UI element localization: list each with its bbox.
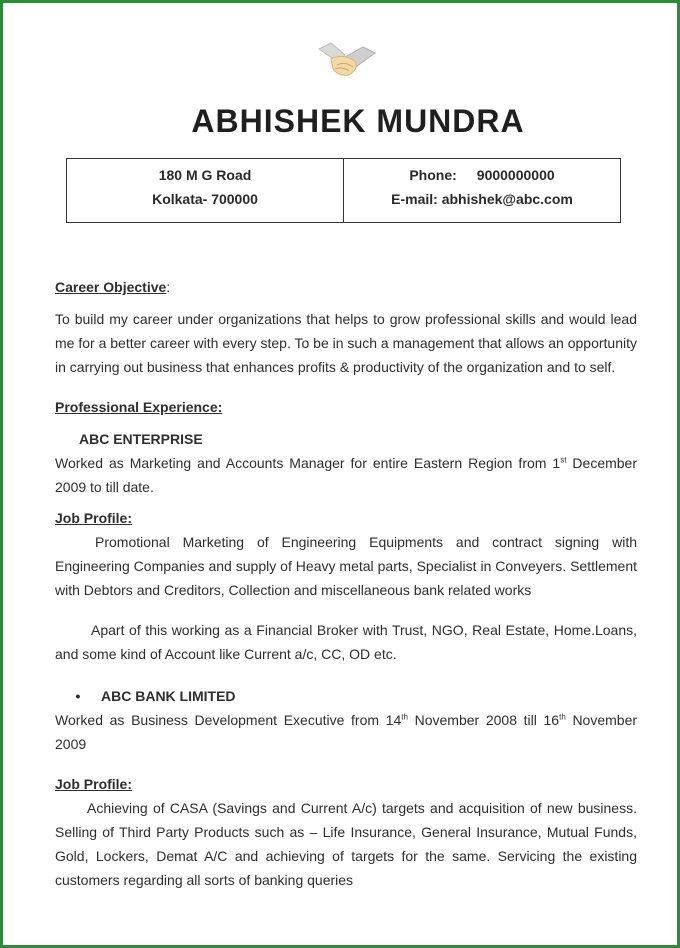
address-line-2: Kolkata- 700000 (152, 191, 258, 207)
job-profile-heading-2: Job Profile: (55, 776, 133, 792)
job-profile-heading-1: Job Profile: (55, 510, 133, 526)
role-text: December 2009 to till date. (55, 455, 637, 495)
job-profile-text-2: Apart of this working as a Financial Broker with Trust, NGO, Real Estate, Home.Loans, and some kind of Account like Current a/c, CC, OD etc. (55, 622, 637, 662)
phone-value: 9000000000 (476, 167, 555, 183)
contact-details-cell (343, 159, 620, 222)
address-line-1: 180 M G Road (158, 167, 252, 183)
role-text: November 2009 (55, 712, 638, 752)
heading-colon: : (166, 279, 171, 295)
contact-table (66, 158, 621, 223)
company-name-2: ABC BANK LIMITED (101, 688, 236, 704)
phone-line (409, 167, 554, 191)
role-text: November 2008 till 16 (407, 712, 560, 728)
bullet: • (75, 688, 81, 704)
role-text: Worked as Marketing and Accounts Manager for entire Eastern Region from 1 (55, 455, 561, 471)
handshake-icon (315, 39, 379, 83)
address-cell (67, 159, 343, 222)
career-objective-heading (55, 275, 637, 299)
resume-body (55, 275, 637, 892)
email-line: E-mail: abhishek@abc.com (391, 191, 573, 207)
job-role-2 (55, 708, 637, 756)
role-text: Worked as Business Development Executive from 14 (55, 712, 402, 728)
job-profile-text-1: Promotional Marketing of Engineering Equipments and contract signing with Engineering Companies and supply of Heavy metal parts, Specialist in Conveyers. Settlement with Debtors and Creditors, Collection and miscellaneous bank related works (55, 534, 637, 598)
role-sup: st (560, 455, 567, 465)
company-name-1: ABC ENTERPRISE (79, 431, 203, 447)
role-sup: th (559, 712, 566, 722)
career-objective-text: To build my career under organizations that helps to grow professional skills and would lead me for a better career with every step. To be in such a management that allows an opportunity in carrying out business that enhances profits & productivity of the organization and to self. (55, 311, 637, 375)
job-role-1 (55, 451, 637, 499)
job-profile-text-3: Achieving of CASA (Savings and Current A/c) targets and acquisition of new business. Selling of Third Party Products such as – Life Insurance, General Insurance, Mutual Funds, Gold, Lockers, Demat A/C and achieving of targets for the same. Servicing the existing customers regarding all sorts of banking queries (55, 800, 637, 888)
role-sup: th (401, 712, 408, 722)
candidate-name: ABHISHEK MUNDRA (191, 103, 525, 139)
career-objective-title: Career Objective (55, 279, 167, 295)
experience-heading: Professional Experience: (55, 399, 223, 415)
phone-label: Phone: (409, 167, 457, 183)
company-row-2 (55, 684, 637, 708)
